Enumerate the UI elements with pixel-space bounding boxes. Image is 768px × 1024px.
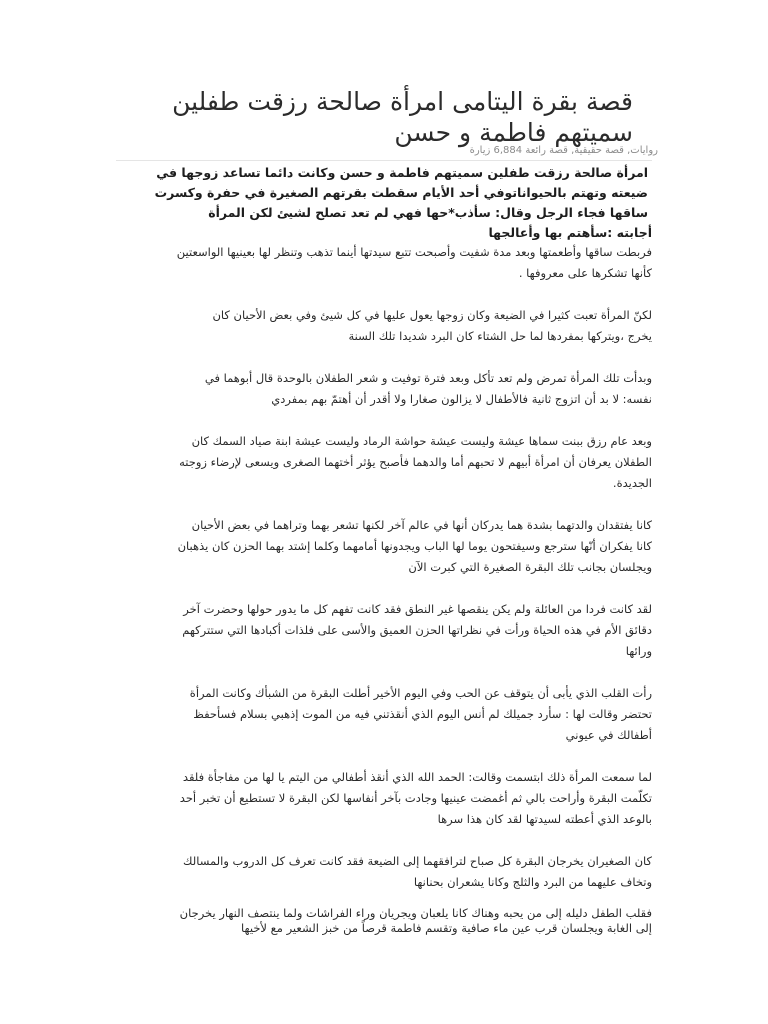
story-paragraph [116, 851, 652, 893]
intro-line: ساقها فجاء الرجل وقال: سأذب*حها فهي لم تعد تصلح لشيئ لكن المرأة [208, 205, 648, 220]
paragraph-line: إلى الغابة ويجلسان قرب عين ماء صافية وتقسم فاطمة قرصاً من خبز الشعير مع لأخيها [241, 921, 652, 935]
post-meta: روايات, قصة حقيقية, قصة رائعة 6,884 زيارة [469, 145, 658, 156]
intro-line: امرأة صالحة رزقت طفلين سميتهم فاطمة و حسن وكانت دائما تساعد زوجها في [156, 165, 648, 180]
paragraph-line: الجديدة. [612, 476, 652, 490]
paragraph-line: كانا يفكران أنّها سترجع وسيفتحون يوما لها الباب ويجدونها أمامهما وكلما إشتد بهما الحزن كان يذهبان [177, 539, 652, 553]
title-line-2: سميتهم فاطمة و حسن [394, 118, 633, 147]
divider [116, 160, 652, 161]
paragraph-line: لما سمعت المرأة ذلك ابتسمت وقالت: الحمد الله الذي أنقذ أطفالي من اليتم يا لها من مفاجأة فلقد [182, 770, 652, 784]
story-paragraph [116, 767, 652, 830]
story-paragraph [116, 906, 652, 936]
story-paragraph [116, 242, 652, 284]
paragraph-line: لقد كانت فردا من العائلة ولم يكن ينقصها غير النطق فقد كانت تفهم كل ما يدور حولها وحضرت آخر [183, 602, 652, 616]
document-page [116, 86, 658, 936]
paragraph-line: دقائق الأم في هذه الحياة ورأت في نظراتها الحزن العميق والأسى على فلذات أكبادها التي ستتركهم [182, 623, 652, 637]
paragraph-line: فربطت ساقها وأطعمتها وبعد مدة شفيت وأصبحت تتبع سيدتها أينما تذهب وتنظر لها بعينيها الواسعتين [176, 245, 652, 259]
paragraph-line: يخرج ،ويتركها بمفردها لما حل الشتاء كان البرد شديدا تلك السنة [348, 329, 652, 343]
paragraph-line: ويجلسان بجانب تلك البقرة الصغيرة التي كبرت الآن [408, 560, 652, 574]
story-paragraph [116, 599, 652, 662]
story-paragraph [116, 305, 652, 347]
paragraph-line: الطفلان يعرفان أن امرأة أبيهم لا تحبهم أما والدهما فأصبح يؤثر أختهما الصغرى ويسعى لإرضاء زوجته [179, 455, 652, 469]
title-line-1: قصة بقرة اليتامى امرأة صالحة رزقت طفلين [172, 87, 633, 116]
story-paragraph [116, 515, 652, 578]
story-paragraph [116, 431, 652, 494]
paragraph-line: رأت القلب الذي يأبى أن يتوقف عن الحب وفي اليوم الأخير أطلت البقرة من الشبأك وكانت المرأة [189, 686, 652, 700]
intro-line: ضيعته وتهتم بالحيواناتوفي أحد الأيام سقطت بقرتهم الصغيرة في حفرة وكسرت [154, 185, 648, 200]
intro-line: أجابته :سأهتم بها وأعالجها [488, 225, 652, 240]
paragraph-line: ورائها [625, 644, 652, 658]
paragraph-line: كان الصغيران يخرجان البقرة كل صباح لترافقهما إلى الضيعة فقد كانت تعرف كل الدروب والمسالك [183, 854, 652, 868]
paragraph-line: وتخاف عليهما من البرد والثلج وكانا يشعران بحنانها [413, 875, 652, 889]
paragraph-line: كانا يفتقدان والدتهما بشدة هما يدركان أنها في عالم آخر لكنها تشعر بهما وتراهما في بعض الأحيان [191, 518, 652, 532]
story-paragraph [116, 368, 652, 410]
paragraph-line: تكلّمت البقرة وأراحت بالي ثم أغمضت عينيها وجادت بآخر أنفاسها لكن البقرة لا تستطيع أن تخبر أحد [179, 791, 652, 805]
story-paragraph [116, 683, 652, 746]
paragraph-line: وبعد عام رزق ببنت سماها عيشة وليست عيشة حواشة الرماد وليست عيشة ابنة صياد السمك كان [191, 434, 652, 448]
paragraph-line: أطفالك في عيوني [565, 728, 652, 742]
paragraph-line: بالوعد الذي أعطته لسيدتها لقد كان هذا سرها [437, 812, 652, 826]
document-title [97, 86, 633, 148]
paragraph-line: تحتضر وقالت لها : سأرد جميلك لم أنس اليوم الذي أنقذتني فيه من الموت إذهبي بسلام فسأحفظ [193, 707, 652, 721]
paragraph-line: نفسه: لا بد أن اتزوج ثانية فالأطفال لا يزالون صغارا ولا أقدر أن أهتمّ بهم بمفردي [271, 392, 652, 406]
intro-paragraph [116, 163, 652, 243]
paragraph-line: وبدأت تلك المرأة تمرض ولم تعد تأكل وبعد فترة توفيت و شعر الطفلان بالوحدة قال أبوهما في [204, 371, 652, 385]
paragraph-line: فقلب الطفل دليله إلى من يحبه وهناك كانا يلعبان ويجريان وراء الفراشات ولما ينتصف النهار يخرجان [179, 906, 652, 920]
paragraph-line: كأنها تشكرها على معروفها . [518, 266, 652, 280]
paragraph-line: لكنّ المرأة تعبت كثيرا في الضيعة وكان زوجها يعول عليها في كل شيئ وفي بعض الأحيان كان [212, 308, 652, 322]
